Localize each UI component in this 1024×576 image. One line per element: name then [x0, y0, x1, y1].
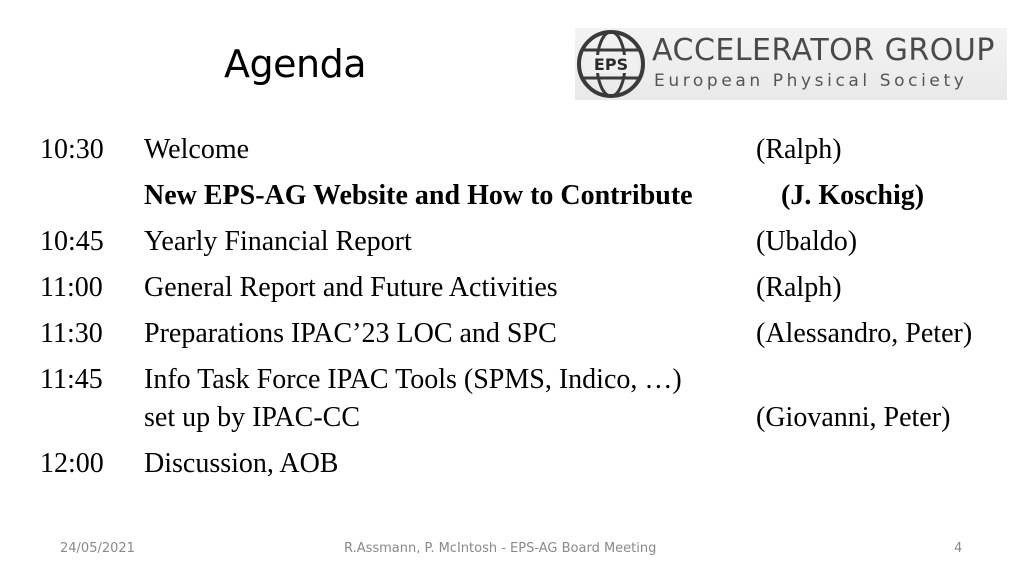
- agenda-speaker: (Alessandro, Peter): [756, 318, 973, 349]
- agenda-row: [0, 270, 1024, 306]
- eps-ag-logo: [575, 28, 1007, 100]
- agenda-item: General Report and Future Activities: [144, 272, 558, 303]
- eps-globe-icon: [575, 28, 647, 100]
- agenda-row: [0, 362, 1024, 398]
- logo-subtitle: European Physical Society: [654, 71, 968, 91]
- agenda-time: 10:45: [40, 226, 104, 257]
- footer-presenters: R.Assmann, P. McIntosh - EPS-AG Board Meeting: [344, 541, 657, 556]
- agenda-item: New EPS-AG Website and How to Contribute: [144, 180, 693, 211]
- agenda-time: 11:45: [40, 364, 103, 395]
- agenda-speaker: (Ralph): [756, 134, 842, 165]
- slide-title: Agenda: [224, 42, 366, 86]
- agenda-row: [0, 316, 1024, 352]
- agenda-time: 10:30: [40, 134, 104, 165]
- footer-page-number: 4: [954, 541, 963, 556]
- logo-mark-text: EPS: [593, 55, 629, 74]
- agenda-row: [0, 400, 1024, 436]
- agenda-row: [0, 446, 1024, 482]
- agenda-item: Welcome: [144, 134, 250, 165]
- agenda-item: set up by IPAC-CC: [144, 402, 361, 433]
- agenda-item: Info Task Force IPAC Tools (SPMS, Indico, …): [144, 364, 682, 395]
- agenda-row: [0, 224, 1024, 260]
- logo-title: ACCELERATOR GROUP: [652, 33, 995, 68]
- agenda-item: Yearly Financial Report: [144, 226, 412, 257]
- agenda-speaker: (J. Koschig): [781, 180, 925, 211]
- agenda-item: Discussion, AOB: [144, 448, 339, 479]
- agenda-item: Preparations IPAC’23 LOC and SPC: [144, 318, 557, 349]
- agenda-speaker: (Giovanni, Peter): [756, 402, 951, 433]
- agenda-time: 12:00: [40, 448, 104, 479]
- agenda-speaker: (Ralph): [756, 272, 842, 303]
- footer-date: 24/05/2021: [60, 541, 135, 556]
- agenda-row: [0, 178, 1024, 214]
- agenda-time: 11:30: [40, 318, 103, 349]
- agenda-time: 11:00: [40, 272, 103, 303]
- agenda-row: [0, 132, 1024, 168]
- agenda-speaker: (Ubaldo): [756, 226, 858, 257]
